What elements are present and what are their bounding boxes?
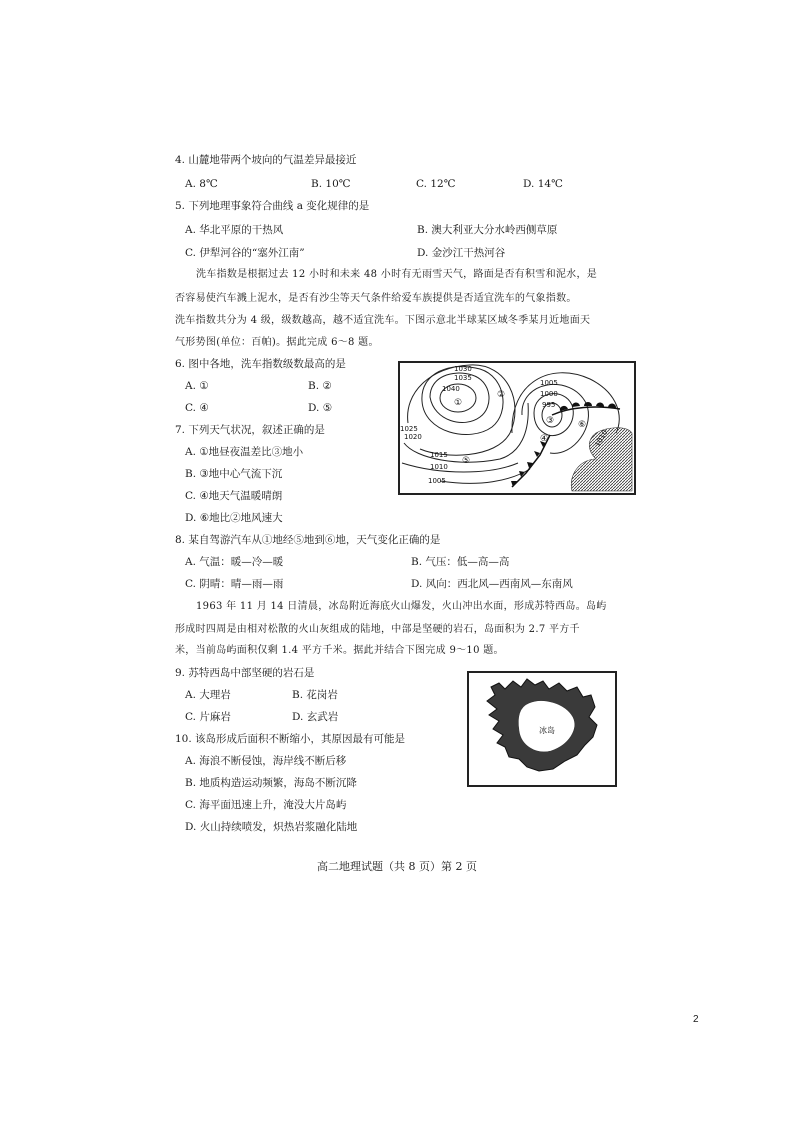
q5-option-d: D. 金沙江干热河谷 (417, 247, 506, 259)
isobar-label: 1020 (404, 433, 422, 441)
passage1-line: 洗车指数是根据过去 12 小时和未来 48 小时有无雨雪天气，路面是否有积雪和泥水，是 (196, 269, 598, 280)
q4-stem: 4. 山麓地带两个坡向的气温差异最接近 (175, 154, 357, 166)
isobar-label: 1015 (430, 451, 448, 459)
weather-map (400, 363, 634, 493)
isobar-label: 1000 (540, 390, 558, 398)
isobar-label: 1035 (454, 374, 472, 382)
isobar-label: 1010 (593, 428, 610, 449)
iceland-map-figure (467, 671, 617, 787)
q6-stem: 6. 图中各地，洗车指数级数最高的是 (175, 358, 346, 370)
passage1-line: 洗车指数共分为 4 级，级数越高，越不适宜洗车。下图示意北半球某区域冬季某月近地面天 (175, 315, 591, 326)
q8-option-b: B. 气压：低—高—高 (411, 556, 510, 568)
q9-option-d: D. 玄武岩 (292, 711, 339, 723)
q9-option-b: B. 花岗岩 (292, 689, 338, 701)
point-label: ④ (540, 434, 549, 444)
point-label: ② (497, 390, 506, 400)
q4-option-b: B. 10℃ (311, 178, 351, 190)
q5-option-c: C. 伊犁河谷的“塞外江南” (185, 247, 305, 259)
q6-option-c: C. ④ (185, 402, 209, 414)
q5-option-b: B. 澳大利亚大分水岭西侧草原 (417, 224, 558, 236)
q4-option-d: D. 14℃ (523, 178, 563, 190)
q10-option-b: B. 地质构造运动频繁，海岛不断沉降 (185, 777, 357, 789)
q7-option-d: D. ⑥地比②地风速大 (185, 512, 283, 524)
q10-option-d: D. 火山持续喷发，炽热岩浆融化陆地 (185, 821, 358, 833)
q9-option-c: C. 片麻岩 (185, 711, 231, 723)
q5-option-a: A. 华北平原的干热风 (185, 224, 284, 236)
page-footer: 高二地理试题（共 8 页）第 2 页 (317, 860, 477, 873)
q8-option-c: C. 阴晴：晴—雨—雨 (185, 578, 284, 590)
point-label: ③ (546, 416, 555, 426)
isobar-label: 1010 (430, 463, 448, 471)
q7-stem: 7. 下列天气状况，叙述正确的是 (175, 424, 325, 436)
q4-option-c: C. 12℃ (416, 178, 456, 190)
q8-option-d: D. 风向：西北风—西南风—东南风 (411, 578, 573, 590)
q7-option-c: C. ④地天气温暖晴朗 (185, 490, 283, 502)
q7-option-a: A. ①地昼夜温差比③地小 (185, 446, 304, 458)
isobar-label: 1040 (442, 385, 460, 393)
point-label: ⑤ (462, 456, 471, 466)
q5-stem: 5. 下列地理事象符合曲线 a 变化规律的是 (175, 200, 370, 212)
q4-option-a: A. 8℃ (185, 178, 218, 190)
q8-option-a: A. 气温：暖—冷—暖 (185, 556, 284, 568)
q7-option-b: B. ③地中心气流下沉 (185, 468, 283, 480)
iceland-label: 冰岛 (539, 726, 555, 735)
q6-option-d: D. ⑤ (308, 402, 333, 414)
q9-stem: 9. 苏特西岛中部坚硬的岩石是 (175, 667, 315, 679)
point-label: ⑥ (578, 420, 587, 430)
passage1-line: 否容易使汽车溅上泥水，是否有沙尘等天气条件给爱车族提供是否适宜洗车的气象指数。 (175, 293, 577, 304)
isobar-label: 995 (542, 401, 556, 409)
q10-option-a: A. 海浪不断侵蚀，海岸线不断后移 (185, 755, 347, 767)
point-label: ① (454, 398, 463, 408)
isobar-label: 1025 (400, 425, 418, 433)
passage2-line: 米，当前岛屿面积仅剩 1.4 平方千米。据此并结合下图完成 9～10 题。 (175, 645, 504, 656)
isobar-label: 1005 (428, 477, 446, 485)
passage2-line: 1963 年 11 月 14 日清晨，冰岛附近海底火山爆发，火山冲出水面，形成苏特西岛。岛屿 (196, 601, 607, 612)
isobar-label: 1005 (540, 379, 558, 387)
passage2-line: 形成时四周是由相对松散的火山灰组成的陆地，中部是坚硬的岩石，岛面积为 2.7 平方千 (175, 624, 580, 635)
q10-stem: 10. 该岛形成后面积不断缩小，其原因最有可能是 (175, 733, 406, 745)
page-number: 2 (693, 1014, 699, 1025)
weather-map-figure (398, 361, 636, 495)
iceland-map (469, 673, 615, 785)
q8-stem: 8. 某自驾游汽车从①地经⑤地到⑥地，天气变化正确的是 (175, 534, 441, 546)
isobar-label: 1030 (454, 365, 472, 373)
q6-option-b: B. ② (308, 380, 332, 392)
passage1-line: 气形势图(单位：百帕)。据此完成 6～8 题。 (175, 337, 379, 348)
q9-option-a: A. 大理岩 (185, 689, 231, 701)
q6-option-a: A. ① (185, 380, 209, 392)
q10-option-c: C. 海平面迅速上升，淹没大片岛屿 (185, 799, 347, 811)
